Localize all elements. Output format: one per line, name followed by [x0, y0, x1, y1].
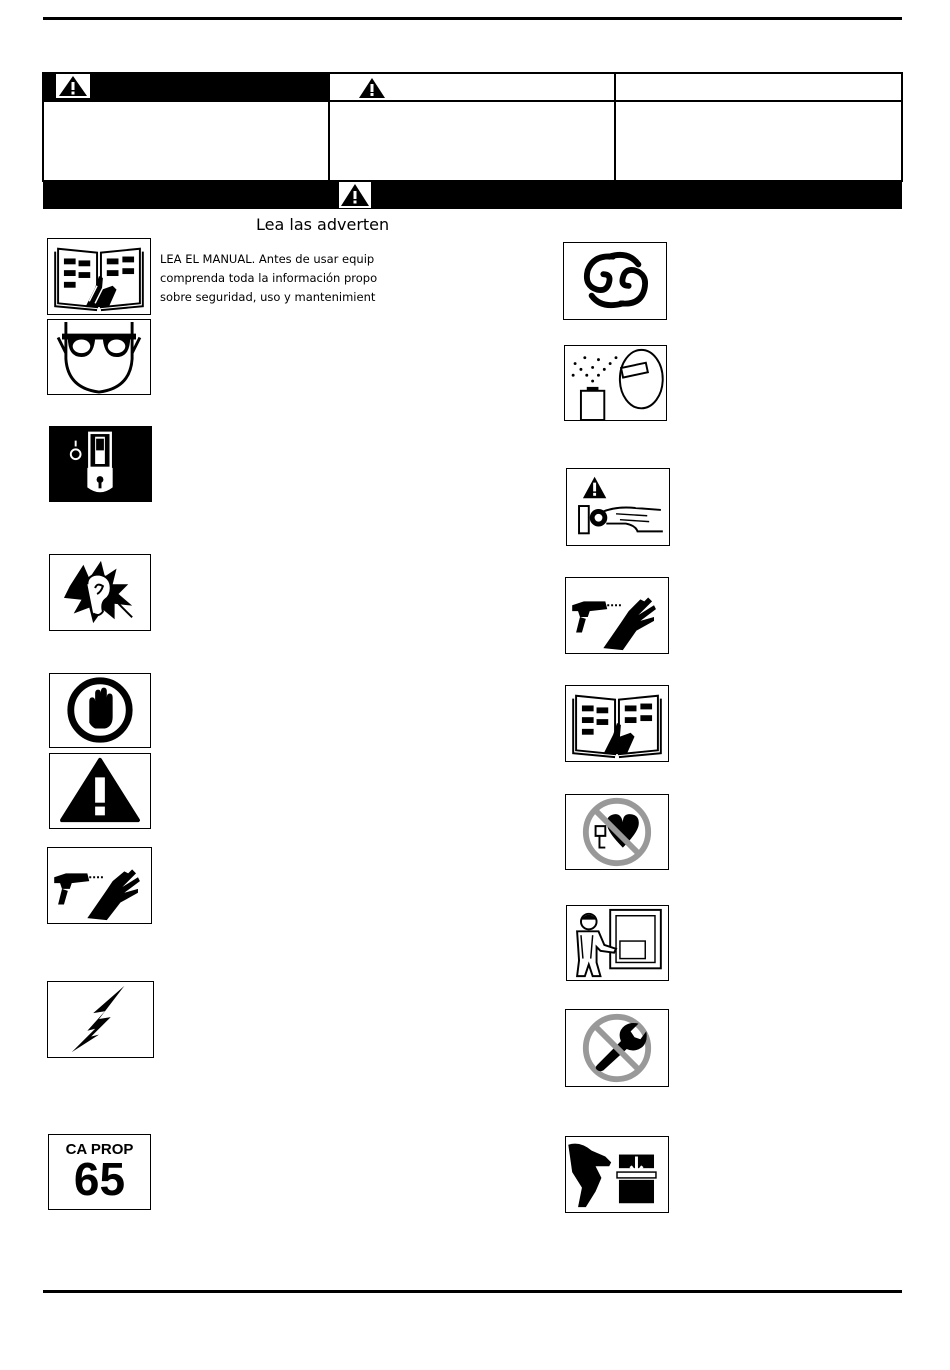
no-pacemaker-icon [565, 794, 669, 870]
warning-triangle-icon [56, 74, 90, 98]
safety-glasses-icon [47, 319, 151, 395]
worker-equipment-icon [566, 905, 669, 981]
read-manual-icon [47, 238, 151, 315]
no-modify-icon [565, 1009, 669, 1087]
prop65-line2: 65 [73, 1153, 126, 1205]
pressure-relief-button-icon [566, 468, 670, 546]
prop65-line1: CA PROP [65, 1141, 134, 1158]
bottom-rule [43, 1290, 902, 1293]
intro-text: Lea las adverten [256, 215, 390, 234]
header-cell-danger [42, 72, 330, 100]
warning-triangle-icon [339, 182, 371, 208]
manual-warning-text [160, 250, 378, 310]
header-cell-caution [614, 72, 903, 102]
entanglement-icon [563, 242, 667, 320]
body-cell-caution [614, 100, 903, 182]
read-manual-icon [565, 685, 669, 762]
injection-hazard-icon [565, 577, 669, 654]
manual-warning-line: LEA EL MANUAL. Antes de usar equip [160, 252, 375, 266]
no-hands-icon [49, 673, 151, 748]
signal-word-table [42, 72, 903, 182]
header-cell-warning [328, 72, 616, 102]
top-rule [43, 17, 902, 20]
body-cell-danger [42, 100, 330, 182]
hearing-protection-icon [49, 554, 151, 631]
splash-face-icon [564, 345, 667, 421]
manual-warning-line: comprenda toda la información propo [160, 271, 378, 285]
ca-prop-65-icon [48, 1134, 151, 1210]
general-warning-icon [49, 753, 151, 829]
warning-banner [43, 181, 902, 209]
manual-warning-line: sobre seguridad, uso y mantenimient [160, 290, 376, 304]
crush-hazard-icon [565, 1136, 669, 1213]
lockout-icon [49, 426, 152, 502]
body-cell-warning [328, 100, 616, 182]
warning-triangle-icon [358, 77, 386, 99]
electric-shock-icon [47, 981, 154, 1058]
injection-hazard-icon [47, 847, 152, 924]
